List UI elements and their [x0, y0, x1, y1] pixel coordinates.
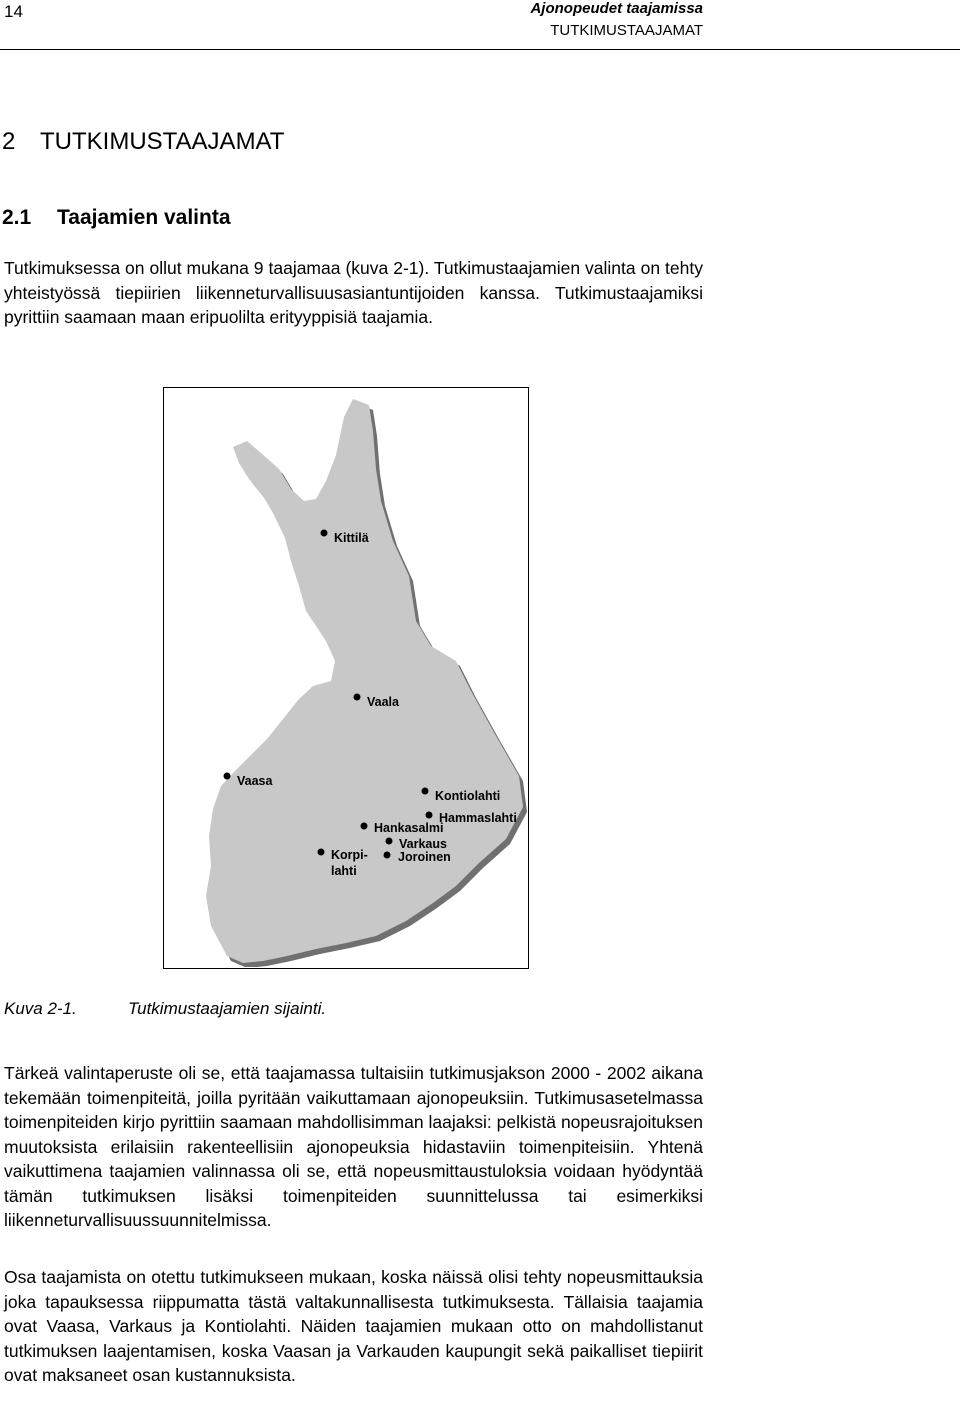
town-marker-korpilahti	[318, 849, 325, 856]
town-label-varkaus: Varkaus	[399, 837, 447, 851]
town-marker-hammaslahti	[426, 812, 433, 819]
section-number: 2.1	[2, 206, 32, 229]
figure-caption-text: Tutkimustaajamien sijainti.	[128, 999, 327, 1018]
paragraph: Tärkeä valintaperuste oli se, että taajamassa tultaisiin tutkimusjakson 2000 - 2002 aikana tekemään toimenpiteitä, joilla pyritään vaikuttamaan ajonopeuksiin. Tutkimusasetelmassa toimenpiteiden kirjo pyrittiin saamaan mahdollisimman laajaksi: pelkistä nopeusrajoituksen muutoksista erilaisiin rakenteellisiin ajonopeuksia hidastaviin toimenpiteisiin. Yhtenä vaikuttimena taajamien valinnassa oli se, että nopeusmittaustuloksia voidaan hyödyntää tämän tutkimuksen lisäksi toimenpiteiden suunnittelussa tai esimerkiksi liikenneturvallisuussuunnitelmissa.	[4, 1063, 703, 1230]
paragraph: Osa taajamista on otettu tutkimukseen mukaan, koska näissä olisi tehty nopeusmittauksia joka tapauksessa riippumatta tästä valtakunnallisesta tutkimuksesta. Tällaisia taajamia ovat Vaasa, Varkaus ja Kontiolahti. Näiden taajamien mukaan otto on mahdollistanut tutkimuksen laajentamisen, koska Vaasan ja Varkauden kaupungit sekä paikalliset tiepiirit ovat maksaneet osan kustannuksista.	[4, 1267, 703, 1385]
town-label-hammaslahti: Hammaslahti	[439, 811, 517, 825]
finland-map	[164, 388, 527, 967]
running-header-title: Ajonopeudet taajamissa	[530, 0, 703, 17]
town-label-vaala: Vaala	[367, 695, 399, 709]
chapter-number: 2	[2, 128, 16, 155]
page-number: 14	[4, 2, 23, 21]
town-label-kittila: Kittilä	[334, 531, 369, 545]
section-heading	[2, 206, 231, 230]
header-divider	[0, 49, 960, 50]
town-marker-kontiolahti	[422, 788, 429, 795]
chapter-title: TUTKIMUSTAAJAMAT	[40, 128, 285, 155]
town-marker-vaasa	[224, 773, 231, 780]
paragraph: Tutkimuksessa on ollut mukana 9 taajamaa (kuva 2-1). Tutkimustaajamien valinta on tehty yhteistyössä tiepiirien liikenneturvallisuusasiantuntijoiden kanssa. Tutkimustaajamiksi pyrittiin saamaan maan eripuolilta erityyppisiä taajamia.	[4, 258, 703, 327]
town-marker-kittila	[321, 530, 328, 537]
town-marker-hankasalmi	[361, 823, 368, 830]
map-land	[206, 399, 523, 963]
figure-map-frame	[163, 387, 529, 969]
running-header-subtitle: TUTKIMUSTAAJAMAT	[550, 22, 703, 39]
town-marker-vaala	[354, 694, 361, 701]
section-title: Taajamien valinta	[57, 206, 231, 229]
chapter-heading	[2, 128, 284, 156]
figure-caption-label: Kuva 2-1.	[4, 999, 77, 1018]
town-label-korpilahti-line1: Korpi-	[331, 848, 368, 862]
town-marker-varkaus	[386, 838, 393, 845]
town-label-korpilahti-line2: lahti	[331, 864, 357, 878]
town-label-hankasalmi: Hankasalmi	[374, 821, 444, 835]
town-label-joroinen: Joroinen	[398, 850, 451, 864]
town-label-kontiolahti: Kontiolahti	[435, 789, 501, 803]
town-label-vaasa: Vaasa	[237, 774, 273, 788]
town-marker-joroinen	[384, 852, 391, 859]
